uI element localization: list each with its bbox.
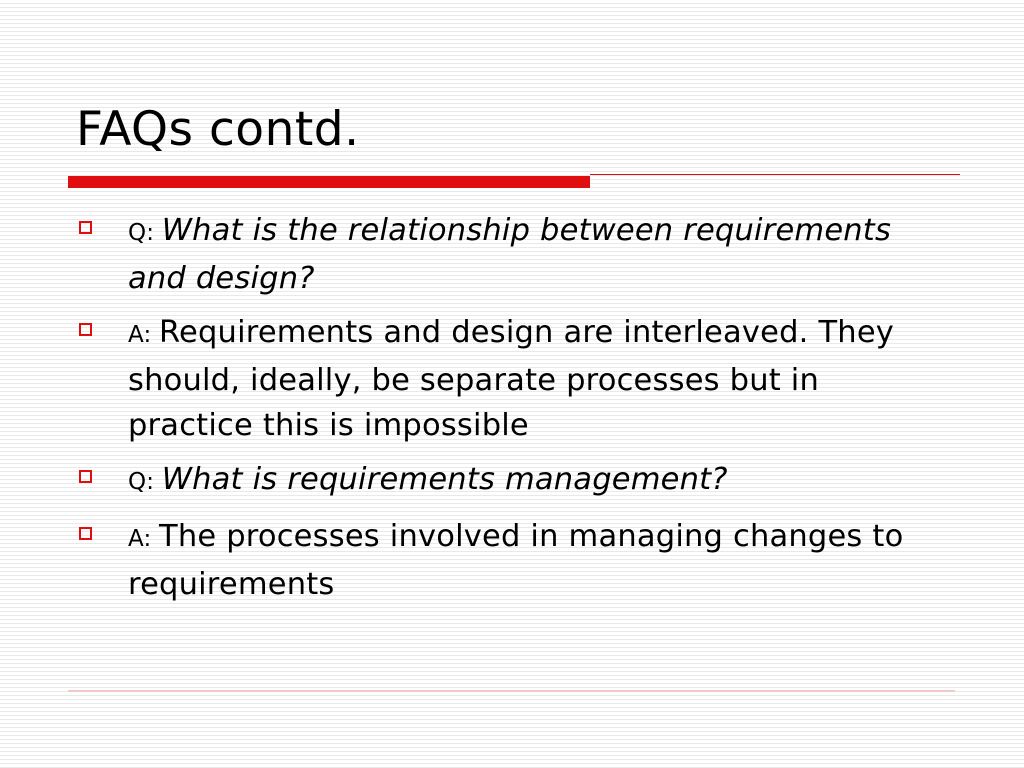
bullet-prefix: A: — [128, 322, 159, 348]
slide-title: FAQs contd. — [76, 102, 360, 157]
bullet-text: Requirements and design are interleaved. They should, ideally, be separate processes but in practice this is impossible — [128, 315, 895, 443]
footer-divider — [68, 690, 955, 692]
title-underline-thick — [68, 176, 590, 188]
bullet-prefix: A: — [128, 526, 159, 552]
hollow-square-bullet-icon — [79, 323, 92, 336]
bullet-text: What is the relationship between requirements and design? — [128, 213, 892, 296]
bullet-list — [78, 208, 938, 616]
bullet-answer-2 — [78, 514, 938, 607]
hollow-square-bullet-icon — [79, 470, 92, 483]
title-underline-thin — [590, 174, 960, 175]
bullet-question-1 — [78, 208, 938, 301]
hollow-square-bullet-icon — [79, 527, 92, 540]
bullet-question-2 — [78, 457, 938, 505]
bullet-prefix: Q: — [128, 220, 162, 246]
bullet-prefix: Q: — [128, 469, 162, 495]
bullet-text: The processes involved in managing changes to requirements — [128, 519, 904, 602]
hollow-square-bullet-icon — [79, 221, 92, 234]
bullet-text: What is requirements management? — [161, 462, 728, 497]
bullet-answer-1 — [78, 310, 938, 448]
